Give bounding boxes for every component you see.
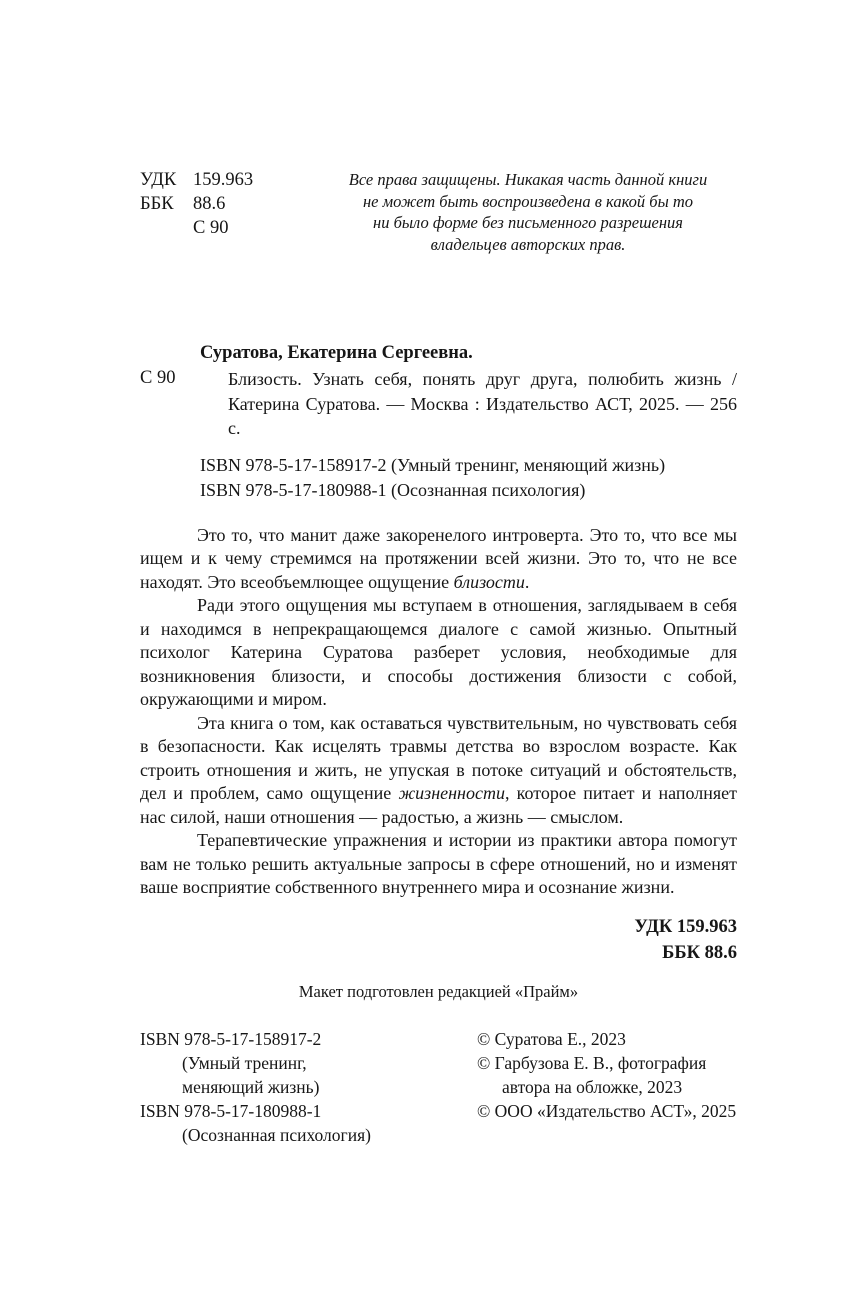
classification-codes: [140, 168, 253, 240]
isbn-list: [140, 453, 737, 503]
catalog-index: С 90: [140, 368, 176, 388]
annotation-paragraph-1: [140, 524, 737, 595]
footer-udk: УДК 159.963: [634, 916, 737, 937]
author-index-value: С 90: [193, 218, 229, 238]
isbn-col-line-1: ISBN 978-5-17-158917-2: [140, 1028, 322, 1049]
annotation-p3-text: Эта книга о том, как оставаться чувствительным, но чувствовать себя в безопасности. Как исцелять травмы детства во взрослом возрасте. Как строить отношения и жить, не упуская в потоке ситуаций и обстоятельств, дел и проблем, само ощущение: [140, 712, 737, 803]
annotation-paragraph-3: [140, 712, 737, 830]
copyright-line-1: © Суратова Е., 2023: [477, 1028, 626, 1049]
header-block: [140, 168, 737, 255]
isbn-column: [140, 1027, 477, 1147]
isbn-col-line-2: (Умный тренинг,: [182, 1052, 307, 1073]
bbk-row: [140, 192, 253, 216]
footer-codes: [140, 914, 737, 966]
copyright-line-3: автора на обложке, 2023: [502, 1076, 683, 1097]
isbn-col-line-4: ISBN 978-5-17-180988-1: [140, 1100, 322, 1121]
udk-row: [140, 168, 253, 192]
copyright-line-2: © Гарбузова Е. В., фотография: [477, 1052, 707, 1073]
rights-notice: [321, 169, 735, 255]
annotation-paragraph-2: Ради этого ощущения мы вступаем в отношения, заглядываем в себя и находимся в непрекращающемся диалоге с самой жизнью. Опытный психолог Катерина Суратова разберет условия, необходимые для возникновения близости, и способы достижения близости с собой, окружающими и миром.: [140, 595, 737, 709]
rights-line: Все права защищены. Никакая часть данной книги: [348, 170, 708, 189]
annotation-p3-tail: , которое питает и наполняет нас силой, наши отношения — радостью, а жизнь — смыслом.: [140, 783, 737, 827]
annotation-p1-text: Это то, что манит даже закоренелого интроверта. Это то, что все мы ищем и к чему стремимся на протяжении всей жизни. Это то, что не все находят. Это всеобъемлющее ощущение: [140, 524, 737, 592]
author-index-row: [140, 216, 253, 240]
rights-line: владельцев авторских прав.: [430, 234, 626, 254]
annotation-paragraph-4: Терапевтические упражнения и истории из практики автора помогут вам не только решить актуальные запросы в сфере отношений, но и изменят ваше восприятие собственного внутреннего мира и осознание жизни.: [140, 830, 737, 897]
imprint-line: Макет подготовлен редакцией «Прайм»: [298, 981, 579, 1001]
annotation-p1-italic: близости: [453, 571, 525, 592]
footer-bbk: ББК 88.6: [662, 942, 737, 963]
bottom-block: [140, 1027, 737, 1147]
isbn-col-line-3: меняющий жизнь): [182, 1076, 320, 1097]
annotation-p3-italic: жизненности: [398, 783, 505, 803]
catalog-description: Близость. Узнать себя, понять друг друга, полюбить жизнь / Катерина Суратова. — Москва : Издательство АСТ, 2025. — 256 с.: [228, 369, 737, 438]
annotation: [140, 524, 737, 900]
copyright-line-4: © ООО «Издательство АСТ», 2025: [477, 1100, 737, 1121]
isbn-line-2: ISBN 978-5-17-180988-1 (Осознанная психология): [200, 479, 586, 500]
author-heading: Суратова, Екатерина Сергеевна.: [200, 343, 473, 363]
rights-line: не может быть воспроизведена в какой бы то: [362, 191, 694, 211]
isbn-col-line-5: (Осознанная психология): [182, 1124, 371, 1145]
author-index-spacer: [140, 216, 193, 240]
annotation-p1-tail: .: [524, 571, 530, 592]
udk-value: 159.963: [193, 170, 254, 190]
bbk-label: ББК: [140, 194, 174, 214]
bbk-value: 88.6: [193, 194, 226, 214]
rights-line: ни было форме без письменного разрешения: [373, 213, 683, 232]
catalog-entry: [140, 367, 737, 441]
copyright-column: [477, 1027, 737, 1147]
udk-label: УДК: [140, 170, 177, 190]
isbn-line-1: ISBN 978-5-17-158917-2 (Умный тренинг, меняющий жизнь): [200, 454, 666, 475]
